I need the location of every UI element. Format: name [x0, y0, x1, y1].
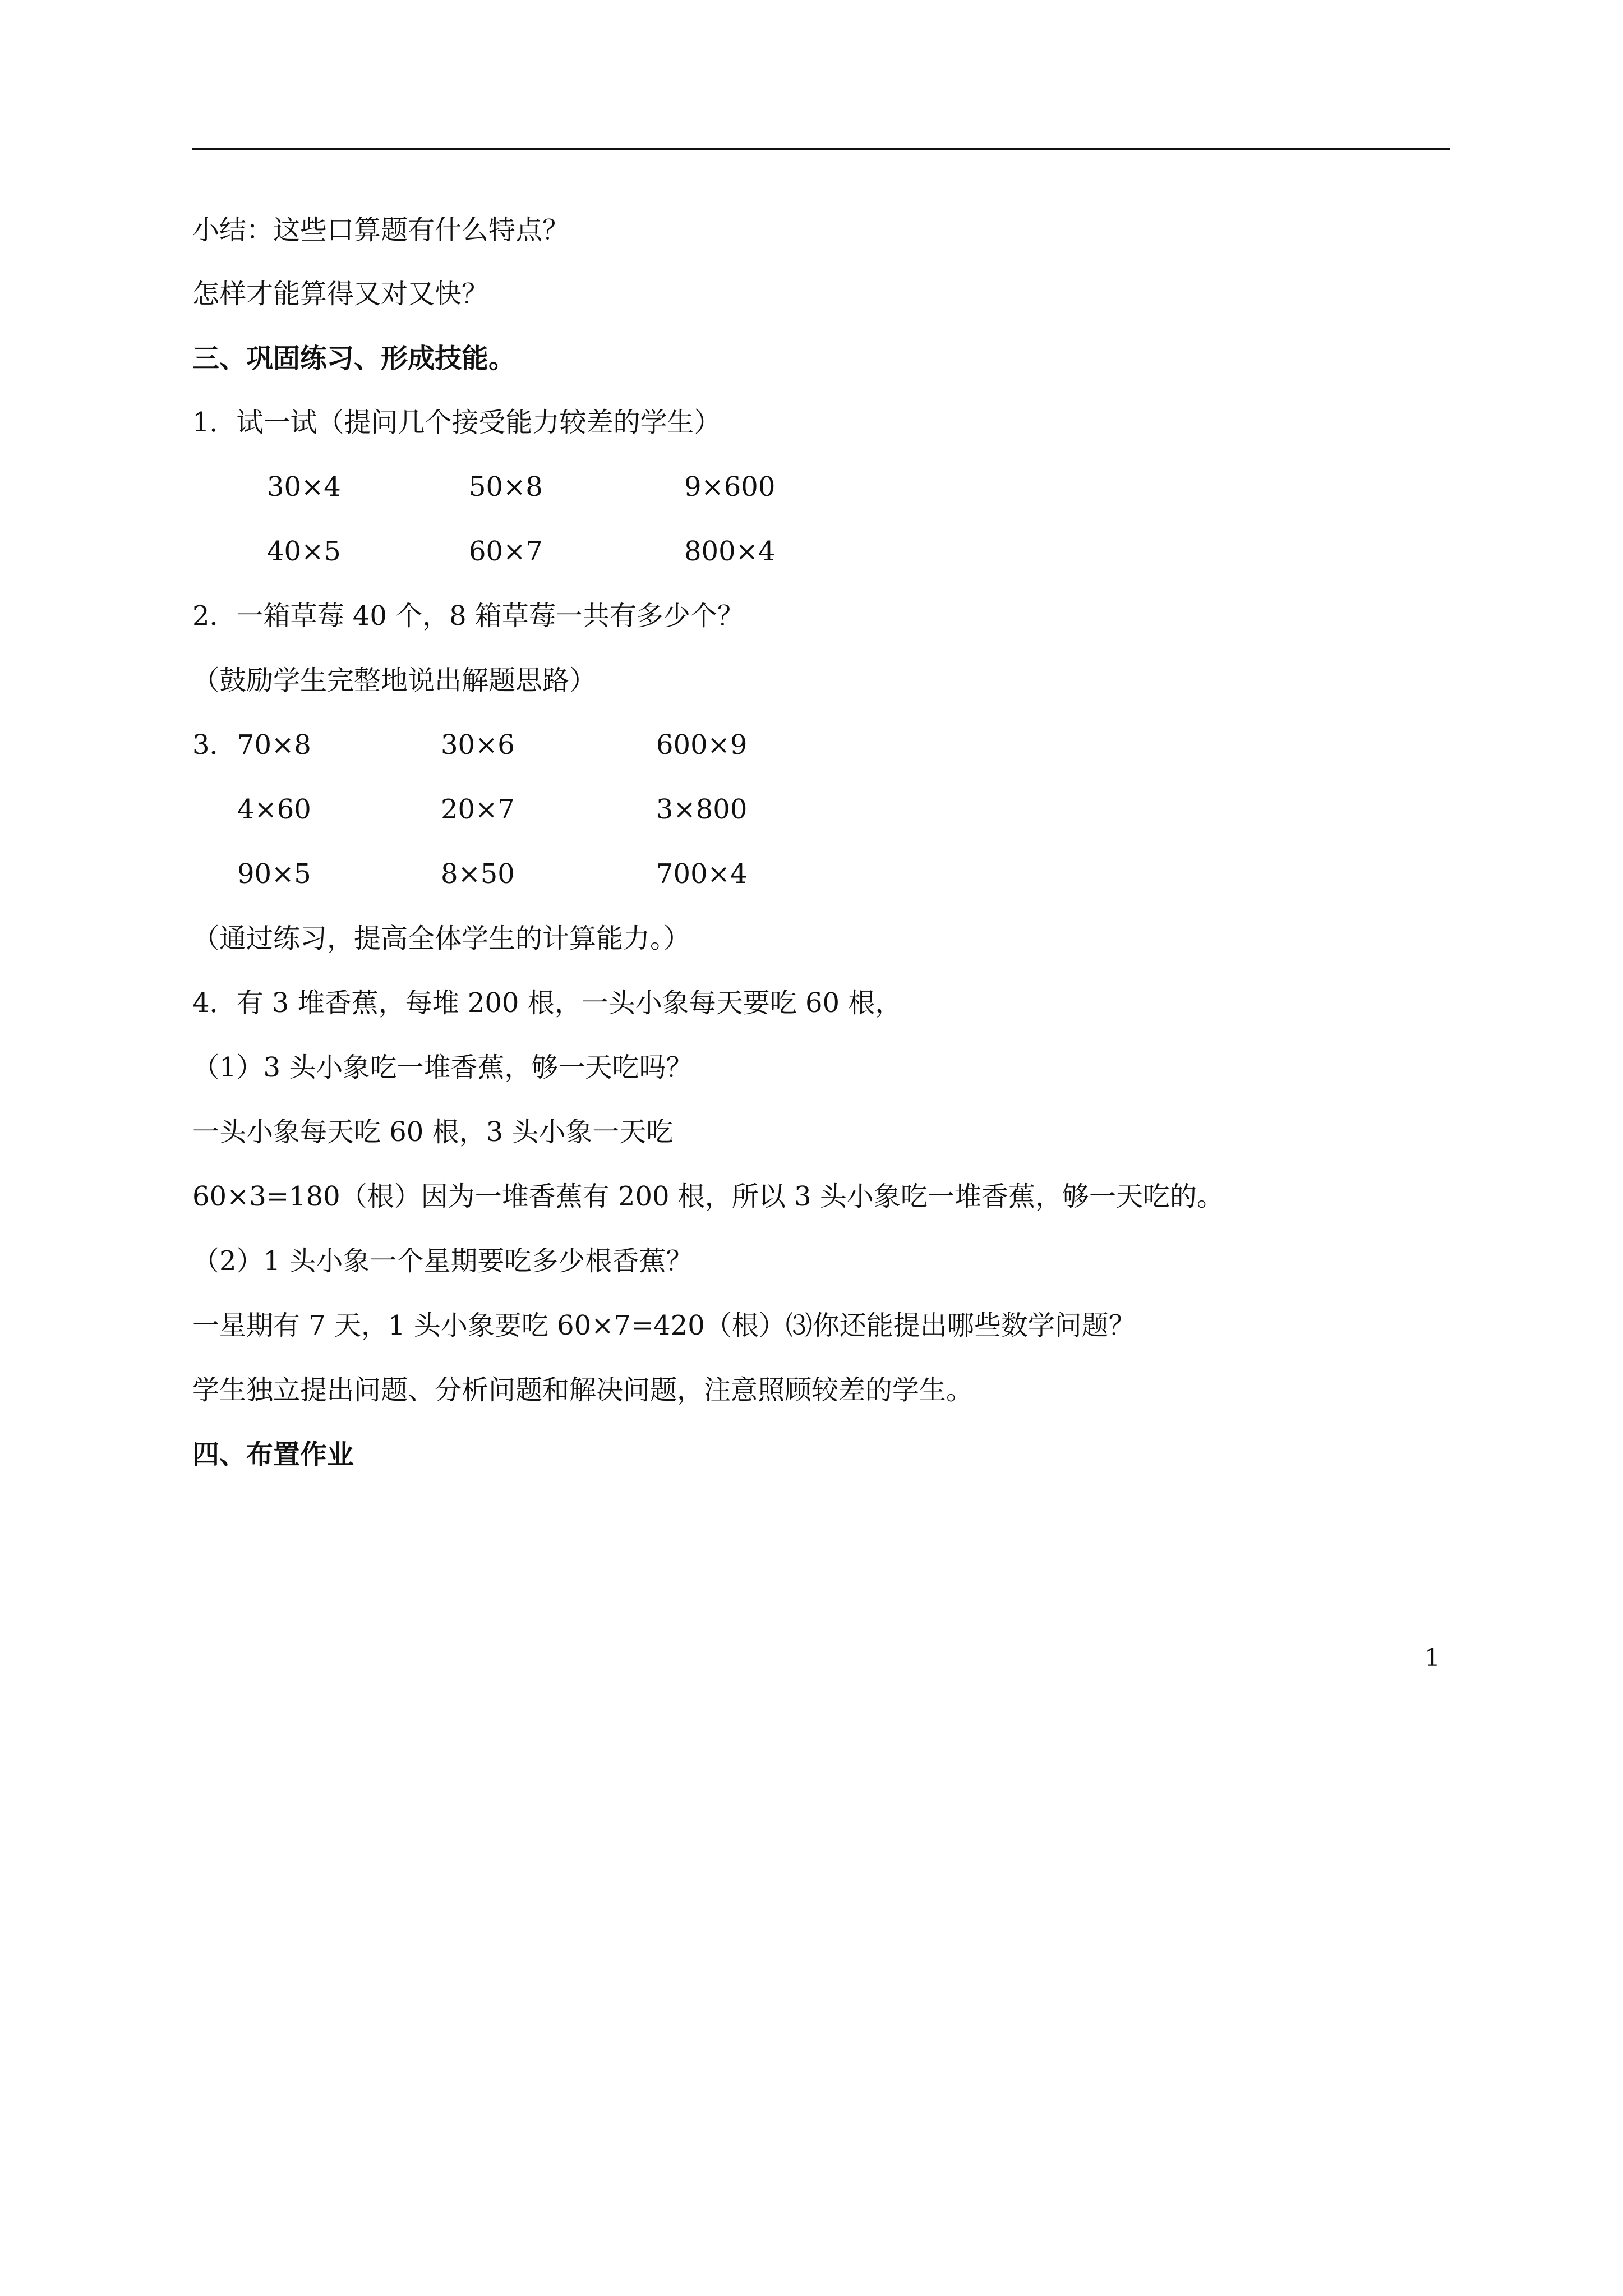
item-4-answer-1-line-2: 60×3=180（根）因为一堆香蕉有 200 根，所以 3 头小象吃一堆香蕉，够一天吃的。: [192, 1181, 1224, 1212]
item-4-question-2: （2）1 头小象一个星期要吃多少根香蕉？: [192, 1245, 693, 1277]
item-4-question-1: （1）3 头小象吃一堆香蕉，够一天吃吗？: [192, 1052, 693, 1083]
item-3-expr: 70×8: [237, 729, 311, 761]
item-3-expr: 3×800: [656, 794, 748, 825]
item-3-expr: 20×7: [441, 794, 515, 825]
item-2-note: （鼓励学生完整地说出解题思路）: [192, 665, 597, 696]
summary-question: 怎样才能算得又对又快？: [192, 278, 489, 310]
item-1-expr: 800×4: [684, 536, 776, 567]
item-4-answer-2: 一星期有 7 天，1 头小象要吃 60×7=420（根）⑶你还能提出哪些数学问题？: [192, 1310, 1136, 1341]
header-rule: [192, 148, 1450, 150]
item-1-title: 1．试一试（提问几个接受能力较差的学生）: [192, 407, 721, 438]
item-4-title: 4．有 3 堆香蕉，每堆 200 根，一头小象每天要吃 60 根，: [192, 987, 902, 1019]
item-1-expr: 60×7: [469, 536, 543, 567]
item-3-expr: 90×5: [237, 858, 311, 890]
item-1-expr: 40×5: [267, 536, 341, 567]
item-2-title: 2．一箱草莓 40 个，8 箱草莓一共有多少个？: [192, 600, 744, 632]
item-3-note: （通过练习，提高全体学生的计算能力。）: [192, 923, 691, 954]
summary-line: 小结：这些口算题有什么特点？: [192, 214, 570, 246]
item-3-expr: 600×9: [656, 729, 748, 761]
item-4-note: 学生独立提出问题、分析问题和解决问题，注意照顾较差的学生。: [192, 1374, 974, 1406]
item-3-expr: 8×50: [441, 858, 515, 890]
item-3-label: 3．: [192, 729, 237, 761]
item-4-answer-1-line-1: 一头小象每天吃 60 根，3 头小象一天吃: [192, 1116, 674, 1148]
item-3-expr: 4×60: [237, 794, 311, 825]
page-number: 1: [1424, 1644, 1440, 1672]
section-3-heading: 三、巩固练习、形成技能。: [192, 343, 516, 374]
item-1-expr: 30×4: [267, 471, 341, 503]
item-1-expr: 9×600: [684, 471, 776, 503]
item-1-expr: 50×8: [469, 471, 543, 503]
section-4-heading: 四、布置作业: [192, 1439, 354, 1470]
item-3-expr: 30×6: [441, 729, 515, 761]
item-3-expr: 700×4: [656, 858, 748, 890]
